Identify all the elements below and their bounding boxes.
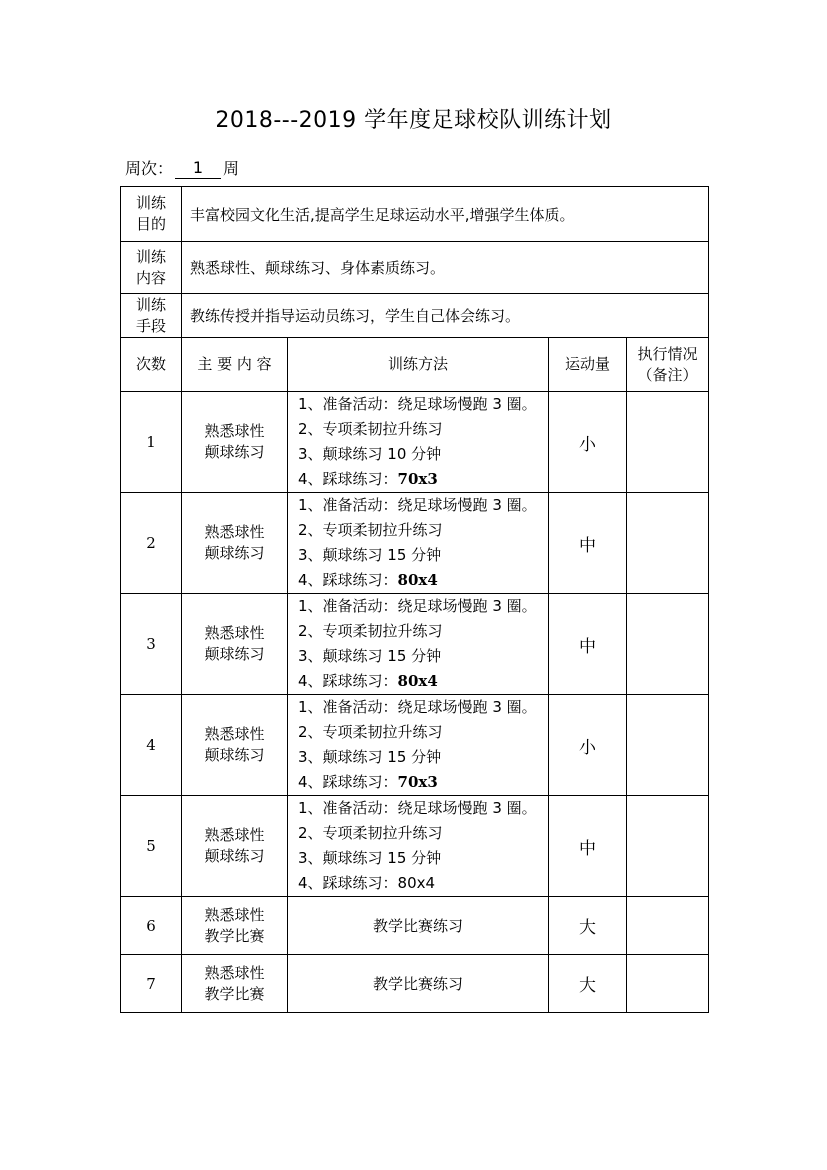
table-row: [121, 594, 709, 695]
table-row: [121, 392, 709, 493]
row-amount: 大: [549, 955, 627, 1013]
info-label: 训练 内容: [121, 242, 182, 294]
method-step: 4、踩球练习：80x4: [298, 874, 436, 892]
row-notes: [627, 955, 709, 1013]
row-content: 熟悉球性 颠球练习: [182, 594, 288, 695]
week-label: 周次：: [125, 159, 174, 178]
method-step: 4、踩球练习：80x4: [298, 571, 438, 589]
row-number: 6: [121, 897, 182, 955]
row-number: 3: [121, 594, 182, 695]
header-method: 训练方法: [288, 338, 549, 392]
method-step: 3、颠球练习 10 分钟: [298, 445, 442, 463]
info-label: 训练 手段: [121, 294, 182, 338]
method-step: 2、专项柔韧拉升练习: [298, 622, 443, 640]
row-content: 熟悉球性 颠球练习: [182, 392, 288, 493]
reps-value: 80x4: [397, 874, 436, 892]
row-amount: 中: [549, 796, 627, 897]
row-method: [288, 796, 549, 897]
info-row-content: [121, 242, 709, 294]
row-method: 教学比赛练习: [288, 897, 549, 955]
week-number: 1: [175, 158, 221, 179]
row-content: 熟悉球性 颠球练习: [182, 695, 288, 796]
method-step: 4、踩球练习：80x4: [298, 672, 438, 690]
method-step: 1、准备活动：绕足球场慢跑 3 圈。: [298, 799, 537, 817]
method-step: 3、颠球练习 15 分钟: [298, 849, 442, 867]
row-amount: 中: [549, 493, 627, 594]
info-text: 教练传授并指导运动员练习，学生自己体会练习。: [182, 294, 709, 338]
header-amount: 运动量: [549, 338, 627, 392]
header-times: 次数: [121, 338, 182, 392]
table-header-row: [121, 338, 709, 392]
row-content: 熟悉球性 教学比赛: [182, 897, 288, 955]
method-step: 3、颠球练习 15 分钟: [298, 748, 442, 766]
row-method: [288, 695, 549, 796]
method-step: 2、专项柔韧拉升练习: [298, 420, 443, 438]
table-row: [121, 796, 709, 897]
row-notes: [627, 594, 709, 695]
row-method: [288, 493, 549, 594]
row-method: [288, 392, 549, 493]
reps-value: 80x4: [397, 571, 438, 589]
table-row: [121, 695, 709, 796]
method-step: 2、专项柔韧拉升练习: [298, 723, 443, 741]
table-row: [121, 493, 709, 594]
row-number: 2: [121, 493, 182, 594]
header-notes: 执行情况 （备注）: [627, 338, 709, 392]
method-step: 3、颠球练习 15 分钟: [298, 546, 442, 564]
method-step: 4、踩球练习：70x3: [298, 470, 438, 488]
document-title: 2018---2019 学年度足球校队训练计划: [215, 108, 612, 133]
method-step: 3、颠球练习 15 分钟: [298, 647, 442, 665]
row-notes: [627, 897, 709, 955]
row-content: 熟悉球性 颠球练习: [182, 493, 288, 594]
week-line: [125, 155, 239, 179]
reps-value: 70x3: [397, 470, 438, 488]
table-row: [121, 955, 709, 1013]
header-content: 主 要 内 容: [182, 338, 288, 392]
row-amount: 小: [549, 392, 627, 493]
reps-value: 70x3: [397, 773, 438, 791]
row-amount: 大: [549, 897, 627, 955]
row-notes: [627, 695, 709, 796]
row-number: 4: [121, 695, 182, 796]
method-step: 1、准备活动：绕足球场慢跑 3 圈。: [298, 597, 537, 615]
method-step: 1、准备活动：绕足球场慢跑 3 圈。: [298, 395, 537, 413]
row-notes: [627, 493, 709, 594]
method-step: 1、准备活动：绕足球场慢跑 3 圈。: [298, 496, 537, 514]
row-notes: [627, 392, 709, 493]
info-text: 丰富校园文化生活,提高学生足球运动水平,增强学生体质。: [182, 187, 709, 242]
row-method: [288, 594, 549, 695]
info-label: 训练 目的: [121, 187, 182, 242]
method-step: 1、准备活动：绕足球场慢跑 3 圈。: [298, 698, 537, 716]
row-content: 熟悉球性 颠球练习: [182, 796, 288, 897]
row-notes: [627, 796, 709, 897]
info-text: 熟悉球性、颠球练习、身体素质练习。: [182, 242, 709, 294]
method-step: 4、踩球练习：70x3: [298, 773, 438, 791]
reps-value: 80x4: [397, 672, 438, 690]
info-row-purpose: [121, 187, 709, 242]
row-amount: 小: [549, 695, 627, 796]
row-method: 教学比赛练习: [288, 955, 549, 1013]
row-amount: 中: [549, 594, 627, 695]
row-number: 5: [121, 796, 182, 897]
table-row: [121, 897, 709, 955]
row-number: 7: [121, 955, 182, 1013]
method-step: 2、专项柔韧拉升练习: [298, 521, 443, 539]
training-plan-table: [120, 186, 709, 1013]
info-row-means: [121, 294, 709, 338]
week-suffix: 周: [223, 159, 240, 178]
method-step: 2、专项柔韧拉升练习: [298, 824, 443, 842]
row-number: 1: [121, 392, 182, 493]
row-content: 熟悉球性 教学比赛: [182, 955, 288, 1013]
